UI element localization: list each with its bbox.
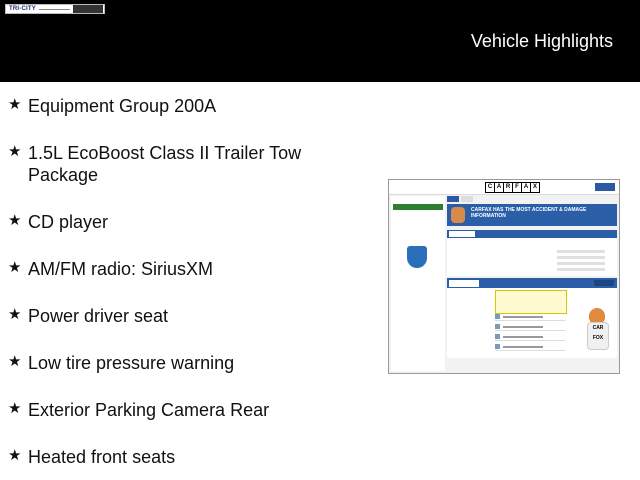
sidebar-link — [391, 211, 445, 218]
history-value-bar — [447, 230, 617, 238]
row-icon — [495, 314, 500, 319]
feature-item — [8, 352, 328, 374]
report-row — [495, 324, 565, 331]
report-row — [495, 314, 565, 321]
sidebar-link — [391, 218, 445, 225]
feature-text: Equipment Group 200A — [28, 96, 217, 116]
fox-icon — [451, 207, 465, 223]
report-rows — [495, 314, 565, 354]
carfax-logo-letter: X — [530, 182, 540, 193]
value-panel — [447, 238, 617, 276]
row-icon — [495, 324, 500, 329]
panel-line — [557, 268, 605, 271]
row-text — [503, 316, 543, 318]
report-panel — [447, 288, 617, 358]
panel-line — [557, 250, 605, 253]
header-bar — [0, 0, 640, 82]
row-text — [503, 326, 543, 328]
star-icon: ★ — [8, 259, 22, 276]
sidebar-dealer-info — [393, 276, 443, 280]
feature-text: CD player — [28, 212, 109, 232]
dealer-logo-text: TRI-CITY — [9, 6, 36, 12]
star-icon: ★ — [8, 400, 22, 417]
dealer-badge-icon — [407, 246, 427, 268]
star-icon: ★ — [8, 353, 22, 370]
carfax-topbar — [389, 180, 619, 195]
feature-item — [8, 211, 328, 233]
carfox-mascot-icon — [583, 308, 611, 348]
fox-body: CAR FOX — [587, 322, 609, 350]
carfax-sidebar — [391, 196, 445, 371]
panel-line — [557, 262, 605, 265]
feature-item — [8, 446, 328, 468]
feature-item — [8, 142, 328, 186]
carfax-mini-logo — [449, 280, 479, 287]
print-button — [595, 183, 615, 191]
row-icon — [495, 334, 500, 339]
carfax-logo-letter: C — [485, 182, 495, 193]
feature-item — [8, 258, 328, 280]
report-button — [594, 280, 614, 286]
carfax-tabs — [447, 196, 617, 202]
feature-item — [8, 95, 328, 117]
features-list — [8, 95, 328, 468]
row-text — [503, 336, 543, 338]
highlight-box — [495, 290, 567, 314]
dealer-logo[interactable] — [5, 4, 105, 14]
star-icon: ★ — [8, 143, 22, 160]
feature-text: 1.5L EcoBoost Class II Trailer Tow Package — [28, 143, 302, 185]
page-title: Vehicle Highlights — [470, 31, 613, 51]
feature-item — [8, 399, 328, 421]
tab-active — [447, 196, 459, 202]
report-row — [495, 334, 565, 341]
feature-item — [8, 305, 328, 327]
banner-text: CARFAX HAS THE MOST ACCIDENT & DAMAGE INFORMATION — [471, 207, 587, 219]
logo-divider — [39, 9, 70, 10]
feature-text: AM/FM radio: SiriusXM — [28, 259, 214, 279]
row-text — [503, 346, 543, 348]
row-icon — [495, 344, 500, 349]
carfax-logo-letter: A — [494, 182, 504, 193]
feature-text: Power driver seat — [28, 306, 169, 326]
panel-line — [557, 256, 605, 259]
carfax-mini-logo — [449, 231, 475, 237]
carfax-report-image[interactable] — [388, 179, 620, 374]
feature-text: Low tire pressure warning — [28, 353, 235, 373]
star-icon: ★ — [8, 96, 22, 113]
star-icon: ★ — [8, 212, 22, 229]
carfax-logo — [485, 182, 539, 191]
logo-contact-block — [73, 5, 103, 13]
tab-inactive — [461, 196, 473, 202]
carfax-main — [447, 196, 617, 371]
carfax-logo-letter: R — [503, 182, 513, 193]
carfax-logo-letter: A — [521, 182, 531, 193]
star-icon: ★ — [8, 447, 22, 464]
sidebar-vehicle-heading — [391, 196, 445, 203]
feature-text: Exterior Parking Camera Rear — [28, 400, 270, 420]
carfax-logo-letter: F — [512, 182, 522, 193]
star-icon: ★ — [8, 306, 22, 323]
feature-text: Heated front seats — [28, 447, 176, 467]
report-row — [495, 344, 565, 351]
sidebar-nav-active — [393, 204, 443, 210]
vehicle-history-bar — [447, 278, 617, 288]
carfax-banner — [447, 204, 617, 226]
